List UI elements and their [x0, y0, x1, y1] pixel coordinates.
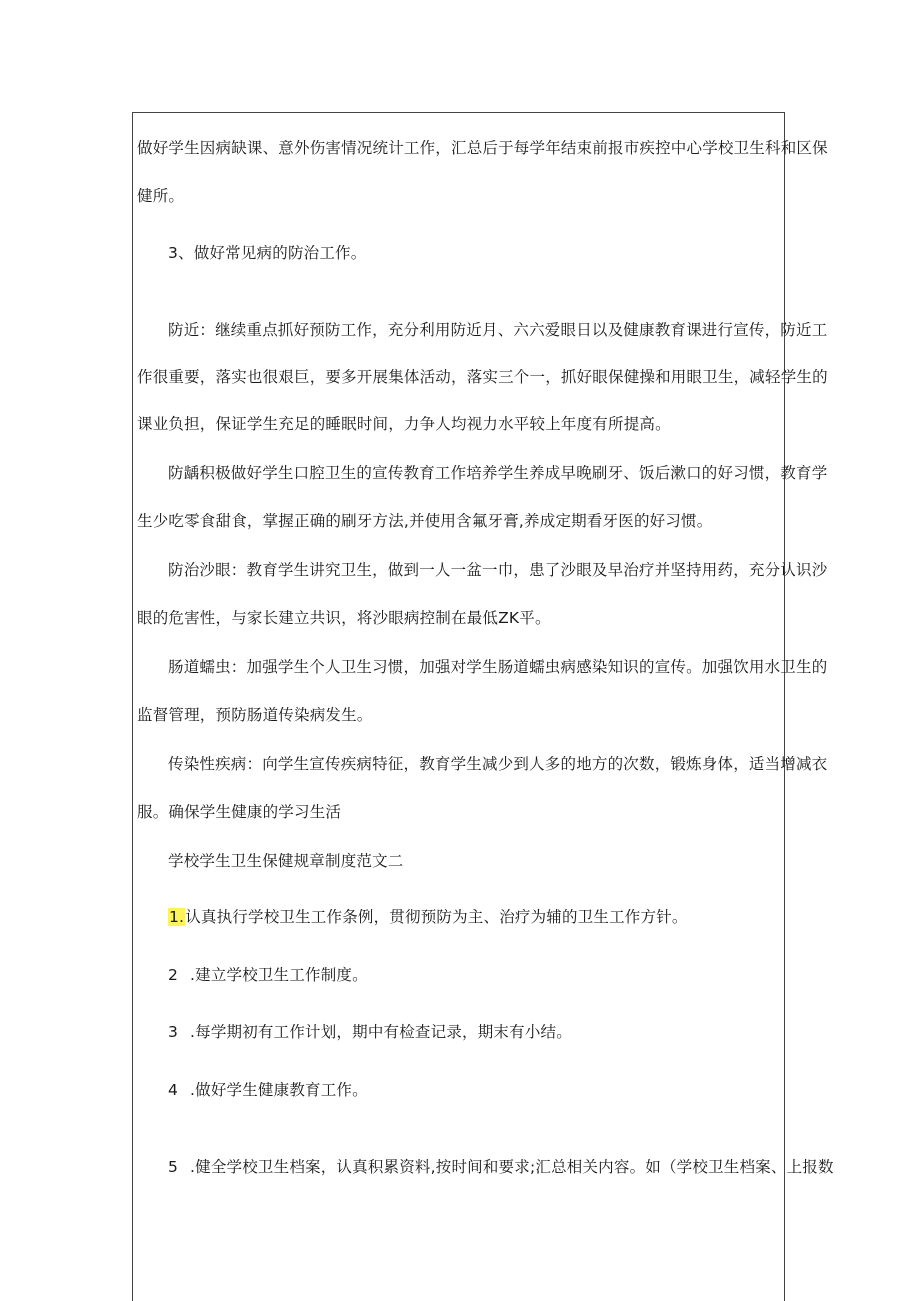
para-myopia-line2: 作很重要，落实也很艰巨，要多开展集体活动，落实三个一，抓好眼保健操和用眼卫生，减轻学生的: [137, 368, 828, 386]
list-item-number: 5: [168, 1158, 179, 1176]
para-worms-line1: 肠道蠕虫：加强学生个人卫生习惯，加强对学生肠道蠕虫病感染知识的宣传。加强饮用水卫生的: [168, 658, 828, 676]
list-item: [168, 1022, 572, 1042]
para-cont-1-line2: 健所。: [137, 187, 185, 205]
list-item: [168, 1157, 834, 1177]
list-item-text: .每学期初有工作计划，期中有检查记录，期末有小结。: [190, 1023, 572, 1041]
para-myopia-line1: 防近：继续重点抓好预防工作，充分利用防近月、六六爱眼日以及健康教育课进行宣传，防近工: [168, 321, 828, 339]
list-item-number: 4: [168, 1081, 179, 1099]
para-infectious-line1: 传染性疾病：向学生宣传疾病特征，教育学生减少到人多的地方的次数，锻炼身体，适当增减衣: [168, 755, 828, 773]
list-item-number: 2: [168, 966, 179, 984]
list-item: [168, 965, 368, 985]
list-item: [168, 1080, 368, 1100]
list-item-text: .建立学校卫生工作制度。: [190, 966, 368, 984]
list-item-text: .健全学校卫生档案，认真积累资料,按时间和要求;汇总相关内容。如（学校卫生档案、上报数: [190, 1158, 834, 1176]
para-cont-1-line1: 做好学生因病缺课、意外伤害情况统计工作，汇总后于每学年结束前报市疾控中心学校卫生科和区保: [137, 139, 828, 157]
para-teeth-line1: 防龋积极做好学生口腔卫生的宣传教育工作培养学生养成早晚刷牙、饭后漱口的好习惯，教育学: [168, 464, 828, 482]
list-item-number: 1.: [169, 908, 185, 926]
list-item: [168, 907, 688, 927]
item-3-heading: 3、做好常见病的防治工作。: [168, 244, 367, 262]
list-item-text: .做好学生健康教育工作。: [190, 1081, 368, 1099]
para-trachoma-line2: 眼的危害性，与家长建立共识，将沙眼病控制在最低ZK平。: [137, 609, 551, 627]
para-myopia-line3: 课业负担，保证学生充足的睡眠时间，力争人均视力水平较上年度有所提高。: [137, 415, 671, 433]
list-item-text: 认真执行学校卫生工作条例，贯彻预防为主、治疗为辅的卫生工作方针。: [185, 908, 688, 926]
para-teeth-line2: 生少吃零食甜食，掌握正确的刷牙方法,并使用含氟牙膏,养成定期看牙医的好习惯。: [137, 512, 713, 530]
para-infectious-line2: 服。确保学生健康的学习生活: [137, 803, 342, 821]
section-title: 学校学生卫生保健规章制度范文二: [168, 852, 404, 870]
para-worms-line2: 监督管理，预防肠道传染病发生。: [137, 706, 373, 724]
list-item-number: 3: [168, 1023, 179, 1041]
para-trachoma-line1: 防治沙眼：教育学生讲究卫生，做到一人一盆一巾，患了沙眼及早治疗并坚持用药，充分认识沙: [168, 561, 828, 579]
